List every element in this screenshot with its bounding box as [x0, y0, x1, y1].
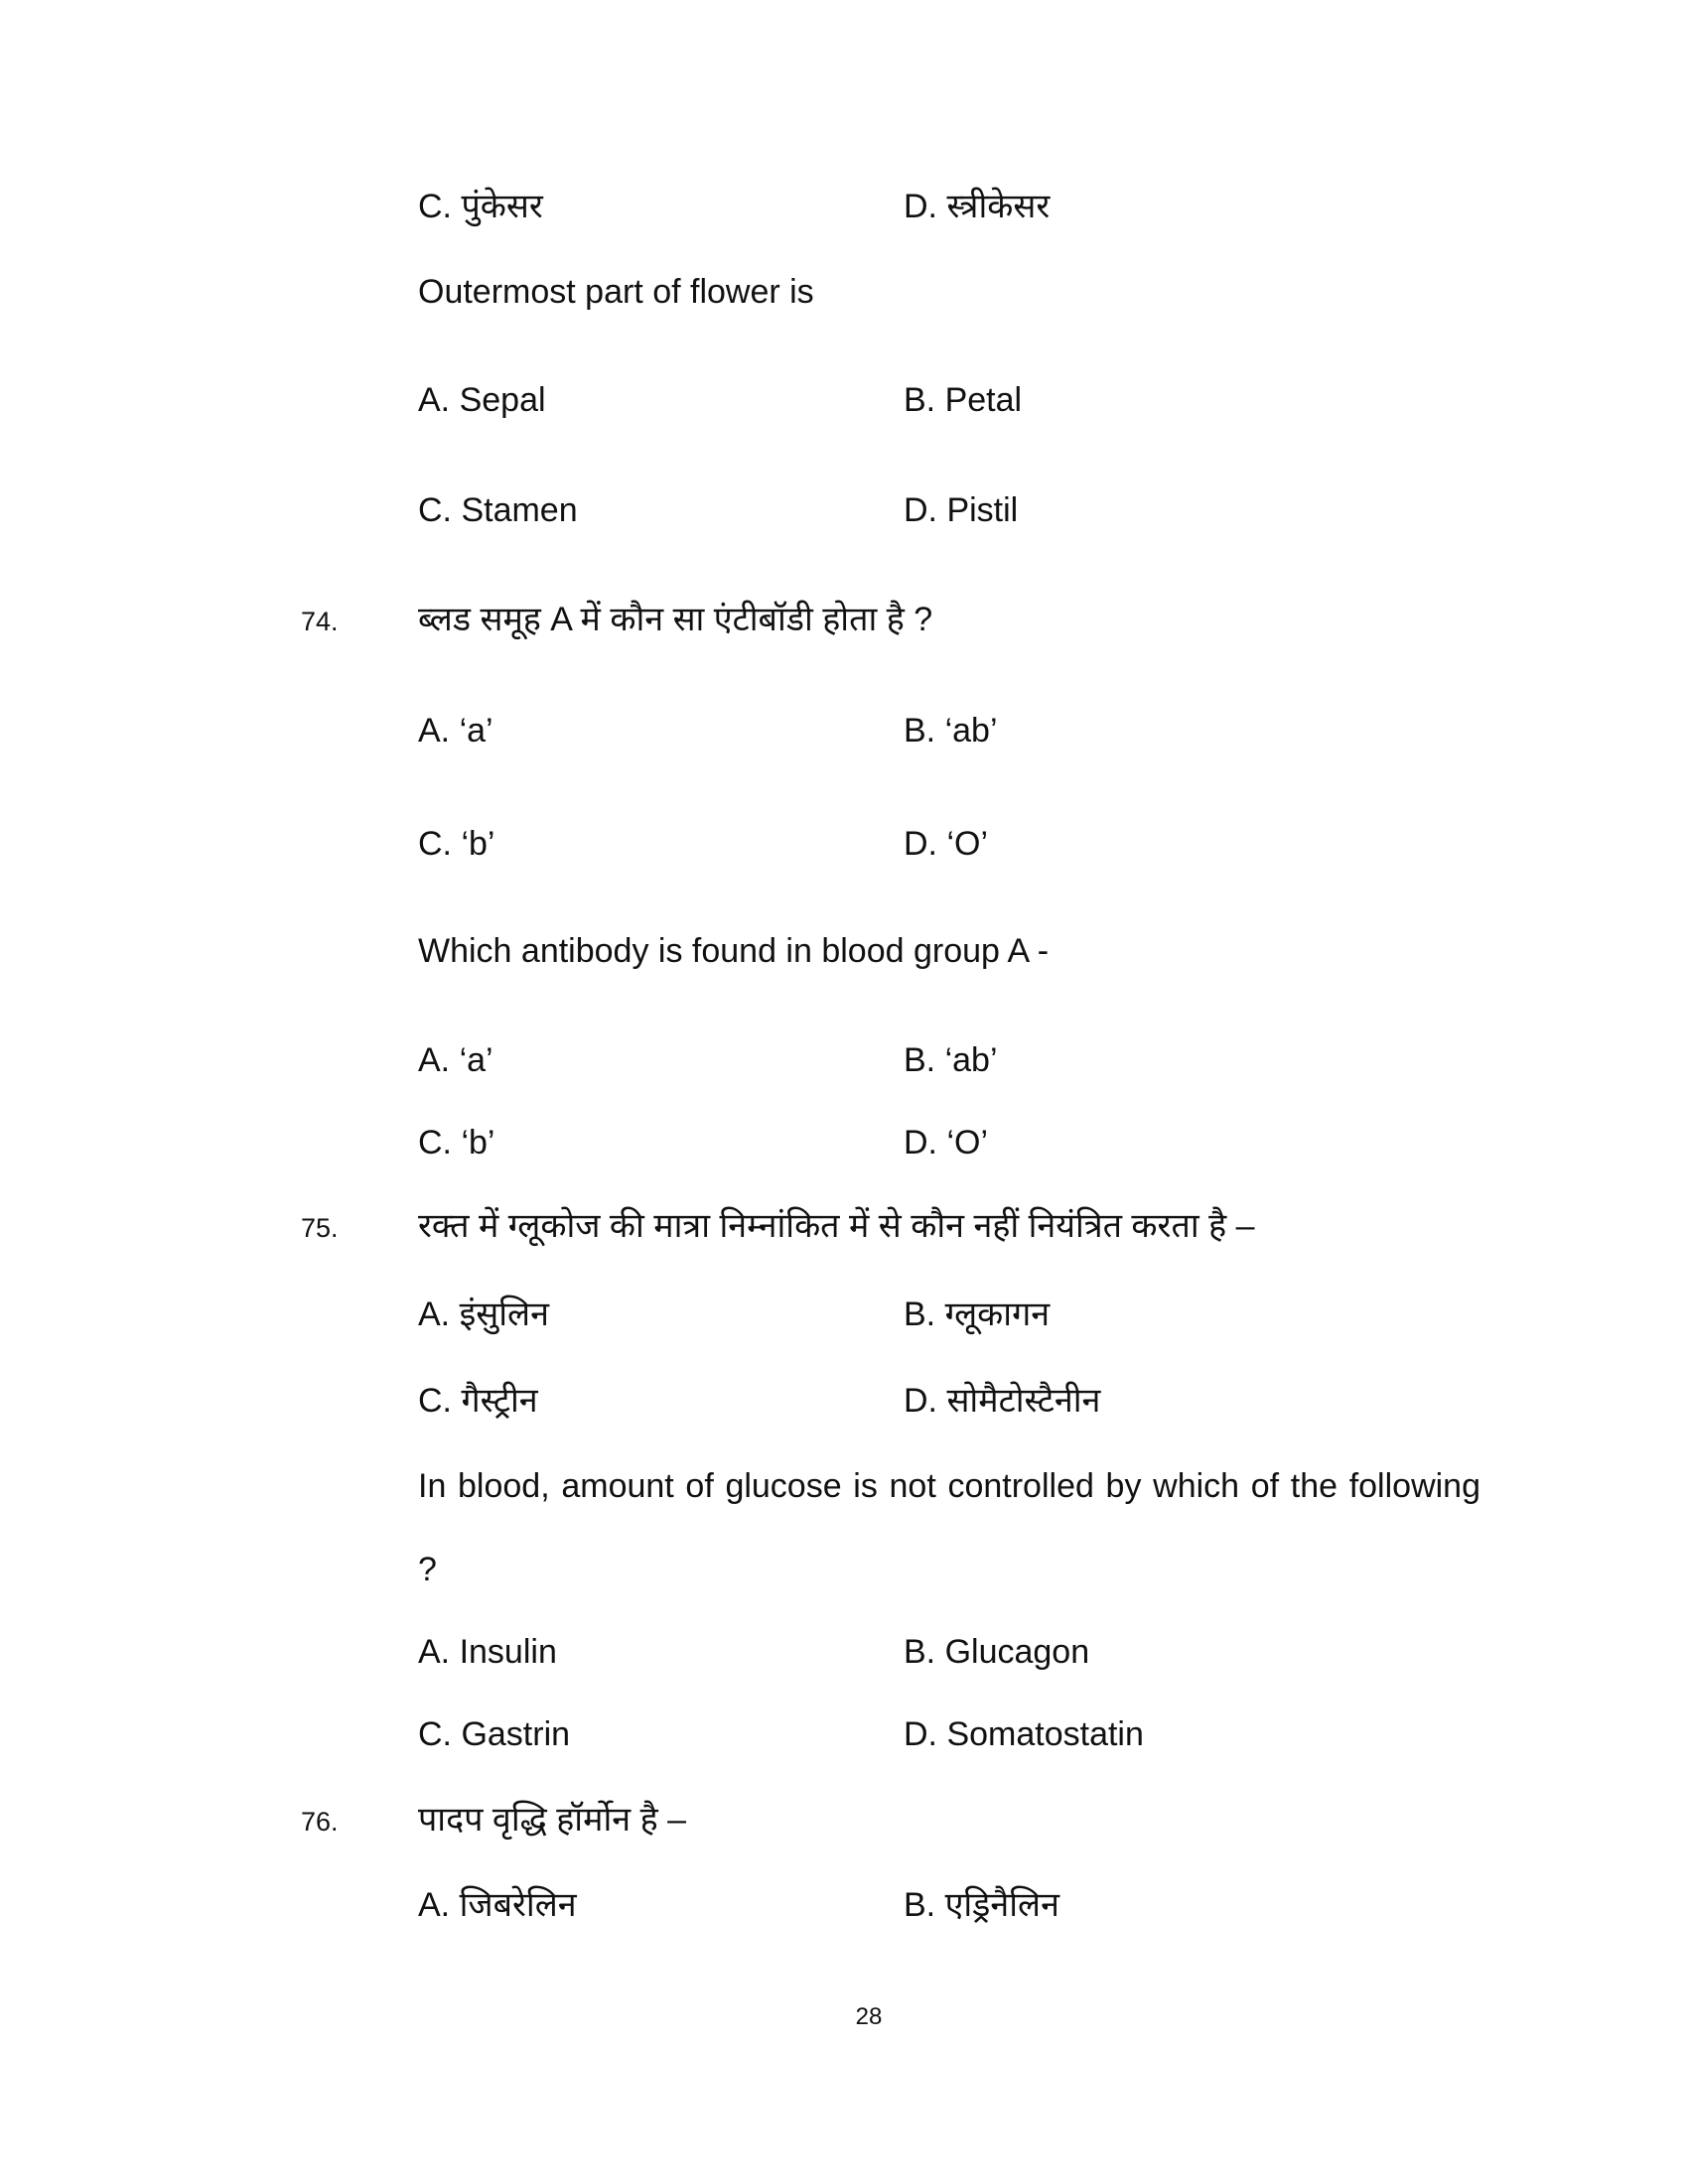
q73-hi-option-d: D. स्त्रीकेसर: [904, 188, 1051, 225]
q74-en-option-c: C. ‘b’: [418, 1124, 495, 1161]
q75-hi-option-a: A. इंसुलिन: [418, 1296, 549, 1333]
q76-hi-question: पादप वृद्धि हॉर्मोन है –: [418, 1801, 686, 1839]
q73-en-option-c: C. Stamen: [418, 491, 578, 529]
q75-hi-question: रक्त में ग्लूकोज की मात्रा निम्नांकित में से कौन नहीं नियंत्रित करता है –: [418, 1207, 1255, 1245]
q73-en-option-b: B. Petal: [904, 381, 1023, 419]
q75-hi-option-b: B. ग्लूकागन: [904, 1296, 1051, 1333]
q74-hi-question: ब्लड समूह A में कौन सा एंटीबॉडी होता है ?: [418, 601, 933, 638]
q76-hi-option-b: B. एड्रिनैलिन: [904, 1886, 1059, 1924]
q74-hi-option-b: B. ‘ab’: [904, 712, 998, 750]
q75-hi-option-c: C. गैस्ट्रीन: [418, 1382, 538, 1420]
q75-number: 75.: [301, 1213, 339, 1243]
q76-number: 76.: [301, 1807, 339, 1837]
q74-en-option-d: D. ‘O’: [904, 1124, 988, 1161]
q75-en-option-c: C. Gastrin: [418, 1715, 571, 1753]
q75-en-option-d: D. Somatostatin: [904, 1715, 1144, 1753]
q74-hi-option-d: D. ‘O’: [904, 825, 988, 863]
q76-hi-option-a: A. जिबरेलिन: [418, 1886, 577, 1924]
q75-en-option-a: A. Insulin: [418, 1633, 557, 1671]
page-number: 28: [855, 2003, 883, 2030]
q75-en-option-b: B. Glucagon: [904, 1633, 1090, 1671]
q75-en-question: In blood, amount of glucose is not controlled by which of the following ?: [418, 1467, 1480, 1588]
q74-number: 74.: [301, 607, 339, 636]
q73-hi-option-c: C. पुंकेसर: [418, 188, 543, 225]
q74-en-question: Which antibody is found in blood group A -: [418, 932, 1050, 970]
q74-en-option-b: B. ‘ab’: [904, 1041, 998, 1079]
q73-en-option-a: A. Sepal: [418, 381, 546, 419]
q74-hi-option-c: C. ‘b’: [418, 825, 495, 863]
q74-hi-option-a: A. ‘a’: [418, 712, 493, 750]
q73-en-option-d: D. Pistil: [904, 491, 1019, 529]
q74-en-option-a: A. ‘a’: [418, 1041, 493, 1079]
q75-hi-option-d: D. सोमैटोस्टैनीन: [904, 1382, 1101, 1420]
q73-en-question: Outermost part of flower is: [418, 273, 814, 311]
